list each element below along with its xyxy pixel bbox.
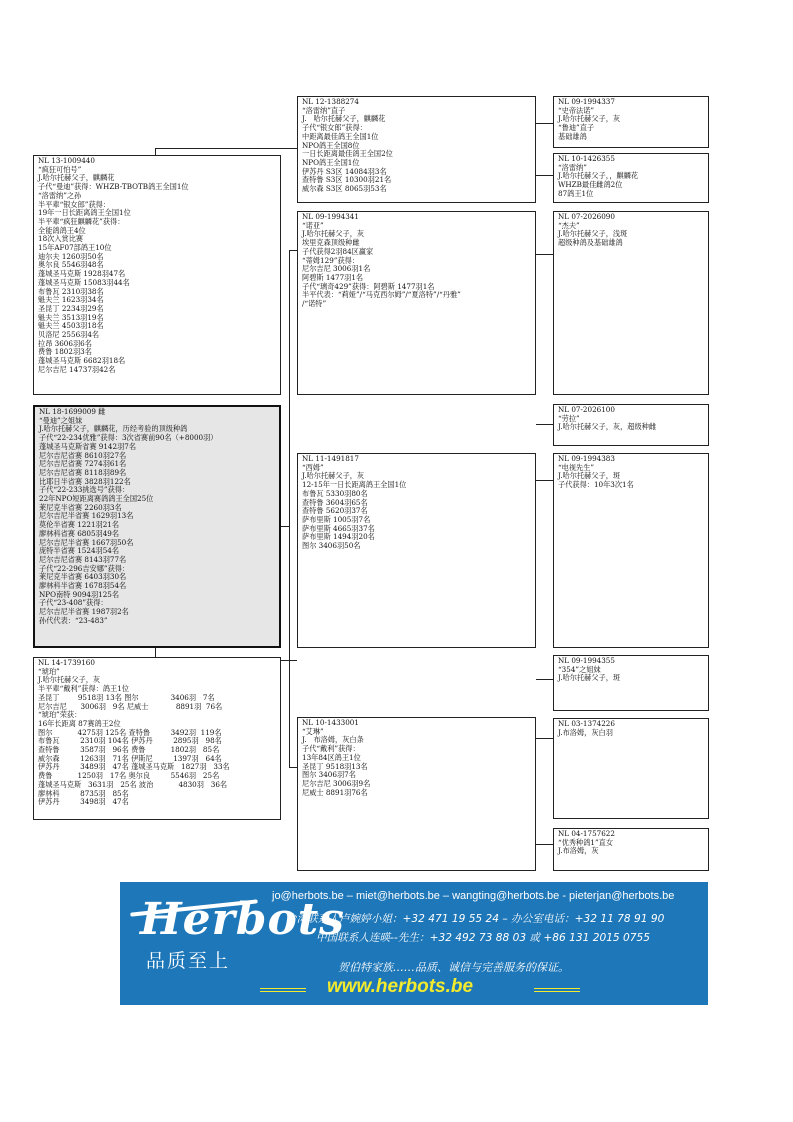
sire-line: 奥尔良 5546羽48名 (38, 260, 104, 270)
gp-line: 子代“戴利”获得： (302, 744, 360, 754)
connector (289, 250, 290, 767)
pedigree-box-ggp-8 (553, 828, 709, 871)
connector (289, 250, 297, 251)
sire-line: 拉昂 3606羽6名 (38, 338, 92, 348)
gp-line: 圣昆丁 9518羽13名 (302, 761, 368, 771)
sire-line: J.哈尔托赫父子，麒麟花 (38, 173, 115, 183)
ggp-line: J.布洛姆，灰 (558, 846, 599, 856)
dam-line: 廖林科 8735羽 85名 (38, 788, 129, 798)
gp-line: “诺亚” (302, 220, 324, 230)
subject-line: 子代“22-234优雅”获得：3次省赛前90名（+8000羽） (39, 433, 218, 443)
connector (281, 660, 297, 661)
subject-line: 尼尔吉尼省赛 8143羽77名 (39, 554, 127, 564)
gp-line: NPO鸽王全国8位 (302, 140, 360, 150)
dam-line: 圣昆丁 9518羽 13名 图尔 3406羽 7名 (38, 692, 215, 702)
dam-line: 伊苏丹 3498羽 47名 (38, 797, 129, 807)
sire-line: 迪尔夫 1260羽50名 (38, 251, 104, 261)
subject-line: 莱尼克半省赛 6403羽30名 (39, 572, 127, 582)
pedigree-box-ggp-5 (553, 453, 709, 648)
subject-line: 尼尔吉尼省赛 7274羽61名 (39, 459, 127, 469)
gp-line: 子代获得2羽84区赢家 (302, 246, 374, 256)
subject-line: NL 18-1699009 雌 (39, 407, 106, 416)
connector (536, 738, 553, 739)
sire-line: 尼尔吉尼 14737羽42名 (38, 364, 116, 374)
ggp-line: NL 07-2026090 (558, 212, 615, 221)
subject-line: “曼迪”之姐妹 (39, 415, 83, 425)
pedigree-box-grandsire-1 (297, 96, 536, 203)
gp-line: 布鲁瓦 5330羽80名 (302, 488, 368, 498)
subject-line: 莫伦半省赛 1221羽21名 (39, 520, 120, 530)
gp-line: NPO鸽王全国1位 (302, 157, 360, 167)
subject-line: 蓬城圣马克斯省赛 9142羽7名 (39, 441, 137, 451)
ggp-line: “史帝法诺” (558, 105, 595, 115)
dam-line: 威尔森 1263羽 71名 伊斯尼 1397羽 64名 (38, 753, 222, 763)
ggp-line: J.布洛姆，灰白羽 (558, 727, 613, 737)
sire-line: 贝洛尼 2556羽4名 (38, 330, 100, 340)
pedigree-box-ggp-7 (553, 718, 709, 819)
pedigree-box-subject (33, 405, 281, 648)
pedigree-box-granddam-2 (297, 717, 536, 871)
gp-line: NL 11-1491817 (302, 454, 359, 463)
gp-line: 13年84区鸽王1位 (302, 752, 361, 762)
dam-line: 布鲁瓦 2310羽 104名 伊苏丹 2895羽 98名 (38, 736, 222, 746)
ggp-line: “杰夫” (558, 220, 580, 230)
ggp-line: NL 10-1426355 (558, 154, 615, 163)
sire-line: 19年一日长距离鸽王全国1位 (38, 208, 131, 218)
gp-line: 12-15年一日长距离鸽王全国1位 (302, 480, 407, 490)
subject-line: 子代“23-408”获得： (39, 598, 108, 608)
subject-line: 子代“22-296吉安娜”获得： (39, 563, 130, 573)
gp-line: NL 10-1433001 (302, 718, 359, 727)
gp-line: /“诺特” (302, 299, 327, 309)
ggp-line: “354”之姐妹 (558, 664, 601, 674)
connector (536, 254, 553, 255)
gp-line: 萨布里斯 1005羽7名 (302, 514, 371, 524)
subject-line: 廖林科半省赛 1678羽54名 (39, 581, 127, 591)
ggp-line: “电视先生” (558, 462, 595, 472)
pedigree-box-ggp-6 (553, 655, 709, 711)
dam-line: 16年长距离 87赛鸽王2位 (38, 718, 121, 728)
subject-line: 尼尔吉尼半省赛 1667羽50名 (39, 537, 134, 547)
dam-line: “琥珀” (38, 666, 60, 676)
divider-left (260, 988, 306, 992)
connector (536, 175, 553, 176)
slogan: 品质至上 (146, 950, 231, 972)
pedigree-box-granddam-1 (297, 211, 536, 395)
pedigree-box-ggp-4 (553, 404, 709, 446)
gp-line: J. 哈尔托赫父子，麒麟花 (302, 114, 386, 124)
gp-line: “西姆” (302, 462, 324, 472)
ggp-line: “洛雷纳” (558, 162, 587, 172)
taiwan-contact: 台湾联系人卢婉婷小姐：+32 471 19 55 24 – 办公室电话：+32 11 78 91 90 (286, 913, 665, 925)
sire-line: 全能鸽鸽王4位 (38, 225, 86, 235)
dam-line: 费鲁 1250羽 17名 奥尔良 5546羽 25名 (38, 771, 220, 781)
dam-line: 半平辈“戴利”获得：鸽王1位 (38, 684, 129, 694)
gp-line: 萨布里斯 4665羽37名 (302, 523, 375, 533)
pedigree-box-grandsire-2 (297, 453, 536, 648)
gp-line: 尼威士 8891羽76名 (302, 787, 368, 797)
subject-line: 廖林科省赛 6805羽49名 (39, 528, 120, 538)
divider-right (534, 988, 580, 992)
connector (536, 844, 553, 845)
gp-line: 查特鲁 S3区 10300羽21名 (302, 175, 392, 185)
ggp-line: 子代获得：10年3次1名 (558, 480, 634, 490)
dam-line: NL 14-1739160 (38, 658, 95, 667)
sire-line: 蓬城圣马克斯 1928羽47名 (38, 269, 126, 279)
connector (289, 767, 297, 768)
ggp-line: J.哈尔托赫父子，斑 (558, 471, 621, 481)
service-tagline: 贺伯特家族……品质、诚信与完善服务的保证。 (338, 961, 569, 974)
gp-line: 阿碧斯 1477羽1名 (302, 272, 364, 282)
sire-line: 半平辈“疯狂麒麟花”获得： (38, 216, 125, 226)
gp-line: 尼尔吉尼 3006羽1名 (302, 264, 371, 274)
connector (155, 647, 156, 657)
subject-line: 庞特半省赛 1524羽54名 (39, 546, 120, 556)
ggp-line: “鲁迪”直子 (558, 123, 595, 133)
ggp-line: 87鸽王1位 (558, 188, 594, 198)
gp-line: 查特鲁 5620羽37名 (302, 506, 368, 516)
subject-line: 尼尔吉尼省赛 8118羽89名 (39, 467, 127, 477)
gp-line: J.哈尔托赫父子，灰 (302, 471, 365, 481)
ggp-line: NL 09-1994383 (558, 454, 615, 463)
ggp-line: 超级种鸽及基础雄鸽 (558, 238, 623, 248)
ggp-line: J.哈尔托赫父子，斑 (558, 673, 621, 683)
gp-line: 尼尔吉尼 3006羽9名 (302, 778, 371, 788)
sire-line: 圣昆丁 2234羽29名 (38, 303, 104, 313)
ggp-line: 基础雄鸽 (558, 131, 587, 141)
pedigree-box-ggp-3 (553, 211, 709, 395)
subject-line: NPO南特 9094羽125名 (39, 589, 120, 599)
sire-line: 魁夫兰 4503羽18名 (38, 321, 104, 331)
gp-line: 查特鲁 3604羽65名 (302, 497, 368, 507)
sire-line: NL 13-1009440 (38, 156, 95, 165)
connector (536, 123, 553, 124)
subject-line: 尼尔吉尼半省赛 1629羽13名 (39, 511, 134, 521)
sire-line: 蓬城圣马克斯 15083羽44名 (38, 277, 130, 287)
ggp-line: NL 07-2026100 (558, 405, 615, 414)
sire-line: 魁夫兰 1623羽34名 (38, 295, 104, 305)
connector (536, 480, 553, 481)
sire-line: 蓬城圣马克斯 6682羽18名 (38, 356, 126, 366)
gp-line: 图尔 3406羽50名 (302, 541, 361, 551)
ggp-line: NL 09-1994337 (558, 97, 615, 106)
subject-line: 尼尔吉尼省赛 8610羽27名 (39, 450, 127, 460)
ggp-line: NL 09-1994355 (558, 656, 615, 665)
sire-line: 魁夫兰 3513羽19名 (38, 312, 104, 322)
dam-line: 查特鲁 3587羽 96名 费鲁 1802羽 85名 (38, 745, 220, 755)
ggp-line: NL 03-1374226 (558, 719, 615, 728)
gp-line: 伊苏丹 S3区 14084羽3名 (302, 166, 387, 176)
gp-line: 半平代表：“莉娅”/“马克西尔姆”/“夏洛特”/“丹雅” (302, 290, 461, 300)
gp-line: 萨布里斯 1494羽20名 (302, 532, 375, 542)
dam-line: “琥珀”荣获： (38, 710, 82, 720)
gp-line: J. 布洛姆，灰白条 (302, 735, 364, 745)
subject-line: 22年NPO短距离赛鸽鸽王全国25位 (39, 494, 154, 504)
sire-line: 子代“曼迪”获得：WHZB-TBOTB鸽王全国1位 (38, 182, 189, 192)
gp-line: “蒂姆129”获得： (302, 255, 360, 265)
china-contact: 中国联系人连暎--先生：+32 492 73 88 03 或 +86 131 2015 0755 (316, 932, 650, 944)
connector (155, 148, 156, 155)
ggp-line: J.哈尔托赫父子，，麒麟花 (558, 171, 639, 181)
subject-line: 比耶日半省赛 3828羽122名 (39, 476, 131, 486)
subject-line: J.哈尔托赫父子，麒麟花，历经考验的顶级种鸽 (39, 424, 188, 434)
gp-line: J.哈尔托赫父子，灰 (302, 229, 365, 239)
gp-line: 威尔森 S3区 8065羽53名 (302, 184, 387, 194)
pedigree-box-ggp-2 (553, 153, 709, 203)
gp-line: “艾琳” (302, 726, 324, 736)
pedigree-box-dam (33, 657, 281, 820)
sire-line: 18次入赏比赛 (38, 234, 84, 244)
ggp-line: J.哈尔托赫父子，灰 (558, 114, 621, 124)
sire-line: 半平辈“银女郎”获得： (38, 199, 111, 209)
herbots-logo: Herbots (140, 894, 345, 945)
ggp-line: WHZB最佳雌鸽2位 (558, 180, 623, 190)
gp-line: 图尔 3406羽7名 (302, 770, 356, 780)
ggp-line: NL 04-1757622 (558, 829, 615, 838)
dam-line: 蓬城圣马克斯 3631羽 25名 波治 4830羽 36名 (38, 779, 228, 789)
subject-line: 尼尔吉尼半省赛 1987羽2名 (39, 607, 129, 617)
sire-line: 费鲁 1802羽3名 (38, 347, 92, 357)
sire-line: “洛雷纳”之孙 (38, 190, 82, 200)
gp-line: 一日长距离最佳鸽王全国2位 (302, 149, 393, 159)
ggp-line: J.哈尔托赫父子，灰，超级种雌 (558, 422, 657, 432)
subject-line: 孙代代表：“23-483” (39, 615, 108, 625)
sire-line: “疯狂可怕号” (38, 164, 82, 174)
dam-line: 图尔 4275羽 125名 查特鲁 3492羽 119名 (38, 727, 222, 737)
gp-line: 中距离最佳鸽王全国1位 (302, 131, 379, 141)
pedigree-box-sire (33, 155, 281, 395)
connector (536, 679, 553, 680)
website-link[interactable]: www.herbots.be (327, 976, 474, 997)
ggp-line: “优秀种鸽1”直女 (558, 837, 614, 847)
pedigree-box-ggp-1 (553, 96, 709, 148)
gp-line: 子代“璃奇429”获得：阿碧斯 1477羽1名 (302, 281, 435, 291)
gp-line: NL 12-1388274 (302, 97, 359, 106)
gp-line: 子代“银女郎”获得： (302, 123, 367, 133)
herbots-banner (120, 882, 708, 1005)
dam-line: 尼尔吉尼 3006羽 9名 尼威士 8891羽 76名 (38, 701, 223, 711)
subject-line: 莱尼克半省赛 2260羽3名 (39, 502, 122, 512)
connector (155, 148, 297, 149)
dam-line: 伊苏丹 3489羽 47名 蓬城圣马克斯 1827羽 33名 (38, 762, 230, 772)
connector (536, 424, 553, 425)
sire-line: 15年AF07部鸽王10位 (38, 243, 112, 253)
sire-line: 布鲁瓦 2310羽38名 (38, 286, 104, 296)
email-contacts: jo@herbots.be – miet@herbots.be – wangting@herbots.be - pieterjan@herbots.be (272, 890, 675, 902)
gp-line: “洛雷纳”直子 (302, 105, 346, 115)
gp-line: NL 09-1994341 (302, 212, 359, 221)
connector (280, 526, 289, 527)
dam-line: J.哈尔托赫父子，灰 (38, 675, 101, 685)
subject-line: 子代“22-233挑选号”获得： (39, 485, 130, 495)
ggp-line: “劳拉” (558, 413, 580, 423)
ggp-line: J.哈尔托赫父子，浅斑 (558, 229, 628, 239)
gp-line: 埃里克森顶级种雌 (302, 238, 360, 248)
